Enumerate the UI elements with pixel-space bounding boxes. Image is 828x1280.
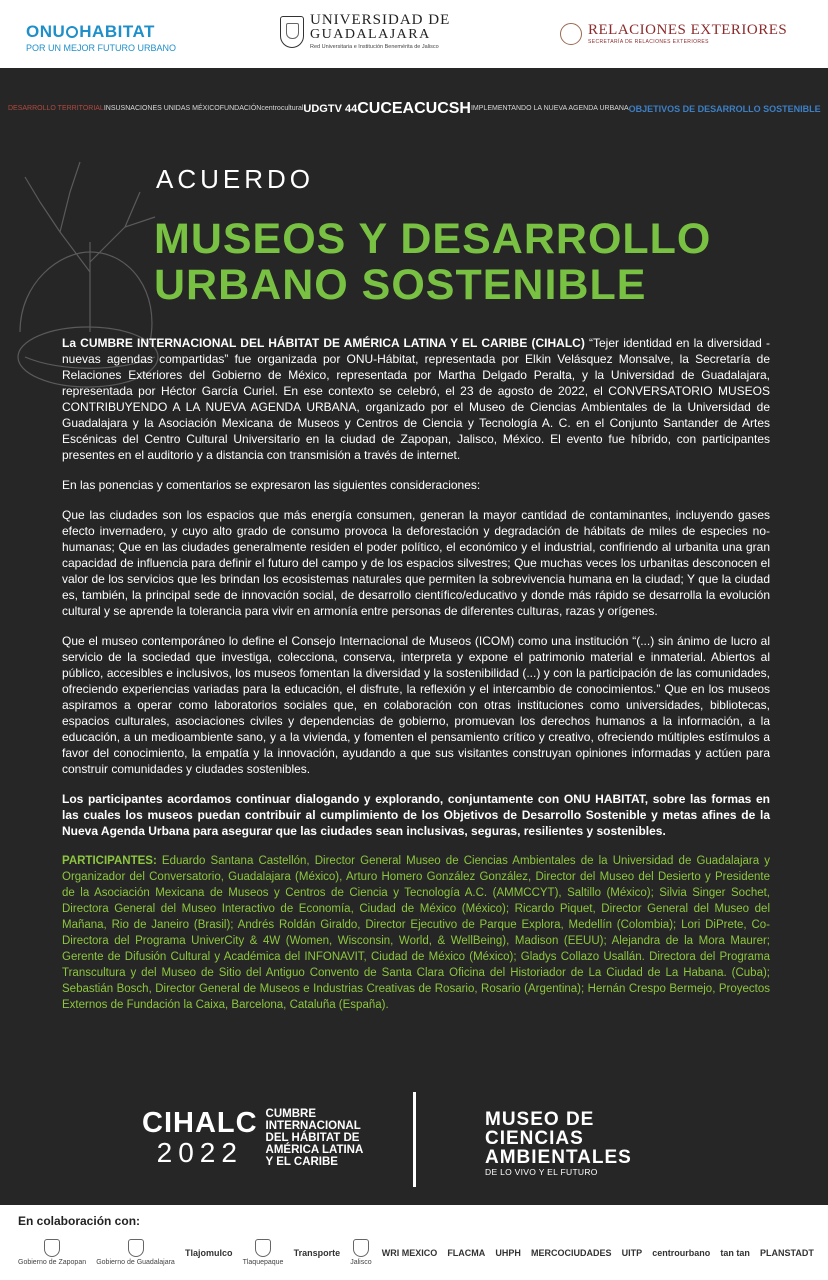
shield-icon <box>128 1239 144 1257</box>
cihalc-desc-line: DEL HÁBITAT DE <box>265 1132 360 1144</box>
collaborator-logo <box>720 1249 750 1257</box>
museo-subtitle: DE LO VIVO Y EL FUTURO <box>485 1167 598 1177</box>
sponsor-logo: DESARROLLO TERRITORIAL <box>8 105 104 112</box>
collaborator-name: MERCOCIUDADES <box>531 1248 612 1258</box>
globe-icon <box>66 26 78 38</box>
collaborator-name: Jalisco <box>350 1259 372 1266</box>
sponsor-logo: FUNDACIÓN <box>219 105 262 112</box>
udg-logo <box>280 13 450 50</box>
collaborator-name: PLANSTADT <box>760 1248 814 1258</box>
intro-bold: La CUMBRE INTERNACIONAL DEL HÁBITAT DE AMÉRICA LATINA Y EL CARIBE (CIHALC) <box>62 336 585 350</box>
intro-rest: “Tejer identidad en la diversidad - nuevas agendas compartidas” fue organizada por ONU-Hábitat, representada por Elkin Velásquez Monsalve, la Secretaría de Relaciones Exteriores del Gobierno de México, representada por Martha Delgado Peralta, y la Universidad de Guadalajara, representada por Héctor García Curiel. En ese contexto se celebró, el 23 de agosto de 2022, el CONVERSATORIO MUSEOS CONTRIBUYENDO A LA NUEVA AGENDA URBANA, organizado por el Museo de Ciencias Ambientales de la Universidad de Guadalajara y la Asociación Mexicana de Museos y Centros de Ciencia y Tecnología A. C. en el Conjunto Santander de Artes Escénicas del Centro Cultural Universitario en la ciudad de Zapopan, Jalisco, México. El evento fue híbrido, con participantes presentes en el auditorio y a distancia con transmisión a través de internet. <box>62 336 770 462</box>
collaborator-logo <box>350 1239 371 1267</box>
participants-list: Eduardo Santana Castellón, Director General Museo de Ciencias Ambientales de la Universidad de Guadalajara y Organizador del Conversatorio, Guadalajara (México), Arturo Homero González González, Director del Museo del Desierto y Presidente de la Asociación Mexicana de Museos y Centros de Ciencia y Tecnología A.C. (AMMCCYT), Saltillo (México); Silvia Singer Sochet, Directora General del Museo Interactivo de Economía, Ciudad de México (México); Ricardo Piquet, Director General del Museo del Mañana, Rio de Janeiro (Brasil); Andrés Roldán Giraldo, Director Ejecutivo de Parque Explora, Medellín (Colombia); Lori DiPrete, Co-Directora del Programa UniverCity & 4W (Women, Wisconsin, World, & WellBeing), Madison (EEUU); Alejandra de la Mora Maurer; Gerente de Difusión Cultural y Académica del INFONAVIT, Ciudad de México (México); Gladys Collazo Usallán. Directora del Programa Transcultura y del Museo de Sitio del Antiguo Convento de Santa Clara Oficina del Historiador de La Ciudad de La Habana. (Cuba); Sebastián Bosch, Director General de Museos e Industrias Creativas de Rosario, Rosario (Argentina); Hernán Crespo Bermejo, Proyectos Externos de Fundación la Caixa, Barcelona, Cataluña (España). <box>62 855 770 1011</box>
shield-icon <box>44 1239 60 1257</box>
collaborator-logo <box>382 1249 438 1257</box>
sre-sub: SECRETARÍA DE RELACIONES EXTERIORES <box>588 39 709 45</box>
sponsor-logo: centrocultural <box>261 105 304 112</box>
cihalc-name: CIHALC <box>142 1107 258 1139</box>
sre-logo <box>560 22 787 45</box>
collaboration-footer <box>0 1205 828 1280</box>
sponsor-logo: IMPLEMENTANDO LA NUEVA AGENDA URBANA <box>470 105 629 112</box>
page-title <box>154 216 711 308</box>
sponsor-logo: UDGTV 44 <box>303 103 358 115</box>
collaborator-logo <box>622 1249 643 1257</box>
title-line-1: MUSEOS Y DESARROLLO <box>154 215 712 263</box>
collaborator-logo <box>18 1239 86 1267</box>
logo-divider <box>413 1092 416 1187</box>
shield-icon <box>353 1239 369 1257</box>
agreement-body <box>62 335 770 1027</box>
conclusion-paragraph: Los participantes acordamos continuar dialogando y explorando, conjuntamente con ONU HABITAT, sobre las formas en las cuales los museos puedan contribuir al cumplimiento de los Objetivos de Desarrollo Sostenible y metas afines de la Nueva Agenda Urbana para asegurar que las ciudades sean inclusivas, seguras, resilientes y sostenibles. <box>62 792 770 838</box>
collaborator-name: centrourbano <box>652 1248 711 1258</box>
title-line-2: URBANO SOSTENIBLE <box>154 261 647 309</box>
poster <box>0 68 828 1205</box>
museo-name-line: CIENCIAS <box>485 1128 584 1149</box>
eagle-seal-icon <box>560 23 582 45</box>
udg-shield-icon <box>280 16 304 48</box>
udg-line3: Red Universitaria e Institución Benemérita de Jalisco <box>310 44 439 50</box>
agreement-kicker: ACUERDO <box>156 164 315 194</box>
cihalc-desc-line: INTERNACIONAL <box>265 1120 361 1132</box>
collaborator-logo <box>294 1249 341 1257</box>
collaboration-label: En colaboración con: <box>18 1214 141 1228</box>
collaborator-name: WRI MEXICO <box>381 1248 438 1258</box>
udg-line1: UNIVERSIDAD DE <box>310 12 451 28</box>
cihalc-desc-line: Y EL CARIBE <box>265 1156 338 1168</box>
collaborator-logo <box>652 1249 710 1257</box>
collaborator-name: Gobierno de Zapopan <box>18 1259 87 1266</box>
habitat-label: HABITAT <box>79 22 155 41</box>
cihalc-logo <box>142 1108 363 1168</box>
cihalc-desc-line: CUMBRE <box>265 1108 317 1120</box>
sponsor-strip <box>8 86 820 132</box>
collaborator-name: Transporte <box>293 1248 341 1258</box>
intro-paragraph <box>62 335 770 463</box>
collaborator-name: tan tan <box>720 1248 750 1258</box>
collaborator-name: Tlajomulco <box>184 1248 233 1258</box>
onu-habitat-tagline: POR UN MEJOR FUTURO URBANO <box>26 43 177 53</box>
collaborator-name: Tlaquepaque <box>242 1259 284 1266</box>
museo-name-line: AMBIENTALES <box>485 1147 632 1168</box>
udg-line2: GUADALAJARA <box>310 27 431 42</box>
onu-habitat-logo <box>26 22 176 53</box>
collaborator-logo <box>447 1249 485 1257</box>
collaboration-logos <box>18 1233 814 1273</box>
top-header <box>0 0 828 68</box>
collaborator-name: UITP <box>621 1248 643 1258</box>
onu-label: ONU <box>26 22 66 41</box>
collaborator-name: FLACMA <box>447 1248 486 1258</box>
collaborator-logo <box>495 1249 521 1257</box>
sponsor-logo: NACIONES UNIDAS MÉXICO <box>125 105 220 112</box>
sponsor-logo: INSUS <box>103 105 126 112</box>
participants-label: PARTICIPANTES: <box>62 855 157 867</box>
considerations-heading: En las ponencias y comentarios se expresaron las siguientes consideraciones: <box>62 478 481 492</box>
collaborator-logo <box>185 1249 233 1257</box>
cihalc-year: 2022 <box>156 1137 243 1168</box>
sponsor-logo: CUCEA <box>357 100 415 117</box>
collaborator-logo <box>243 1239 284 1267</box>
cihalc-desc-line: AMÉRICA LATINA <box>265 1144 364 1156</box>
collaborator-logo <box>96 1239 175 1267</box>
sponsor-logo: CUCSH <box>414 100 471 117</box>
collaborator-name: UHPH <box>495 1248 521 1258</box>
museo-logo <box>485 1110 632 1177</box>
cihalc-description <box>266 1108 364 1168</box>
collaborator-logo <box>531 1249 612 1257</box>
museo-name-line: MUSEO DE <box>485 1109 595 1130</box>
collaborator-name: Gobierno de Guadalajara <box>96 1259 175 1266</box>
cities-paragraph: Que las ciudades son los espacios que más energía consumen, generan la mayor cantidad de contaminantes, incluyendo gases efecto invernadero, y cuyo alto grado de consumo provoca la deforestación y degradación de hábitats de miles de especies no-humanas; Que en las ciudades generalmente residen el poder político, el económico y el industrial, confiriendo al urbanita una gran capacidad de influencia para definir el futuro del campo y de los espacios silvestres; Que muchas veces los urbanitas desconocen el valor de los servicios que les brindan los ecosistemas naturales que permiten la sobrevivencia humana en la ciudad; Y que la ciudad es, también, la principal sede de innovación social, de desarrollo científico/educativo y donde más rápido se desarrolla la evolución cultural y se aprende la tolerancia para vivir en armonía entre personas de diferentes culturas, razas y orígenes. <box>62 508 770 618</box>
collaborator-logo <box>760 1249 814 1257</box>
participants-paragraph <box>62 853 770 1013</box>
museum-paragraph: Que el museo contemporáneo lo define el Consejo Internacional de Museos (ICOM) como una institución “(...) sin ánimo de lucro al servicio de la sociedad que investiga, colecciona, conserva, interpreta y expone el patrimonio material e inmaterial. Abiertos al público, accesibles e inclusivos, los museos fomentan la diversidad y la sostenibilidad (...) y con la participación de las comunidades, ofreciendo experiencias variadas para la educación, el disfrute, la reflexión y el intercambio de conocimientos.” Que en los museos aspiramos a operar como laboratorios sociales que, en colaboración con otras instituciones como universidades, bibliotecas, espacios culturales, asociaciones civiles y dependencias de gobierno, promuevan los derechos humanos a la información, a la educación, a un medioambiente sano, y a la vivienda, y fomenten el pensamiento crítico y creativo, ofreciendo múltiples estímulos a favor del conocimiento, la empatía y la innovación, ayudando a que sus visitantes construyan opiniones informadas y actúen para construir comunidades y ciudades sostenibles. <box>62 634 770 776</box>
shield-icon <box>255 1239 271 1257</box>
sponsor-logo: OBJETIVOS DE DESARROLLO SOSTENIBLE <box>628 104 821 114</box>
sre-name: RELACIONES EXTERIORES <box>588 22 788 38</box>
